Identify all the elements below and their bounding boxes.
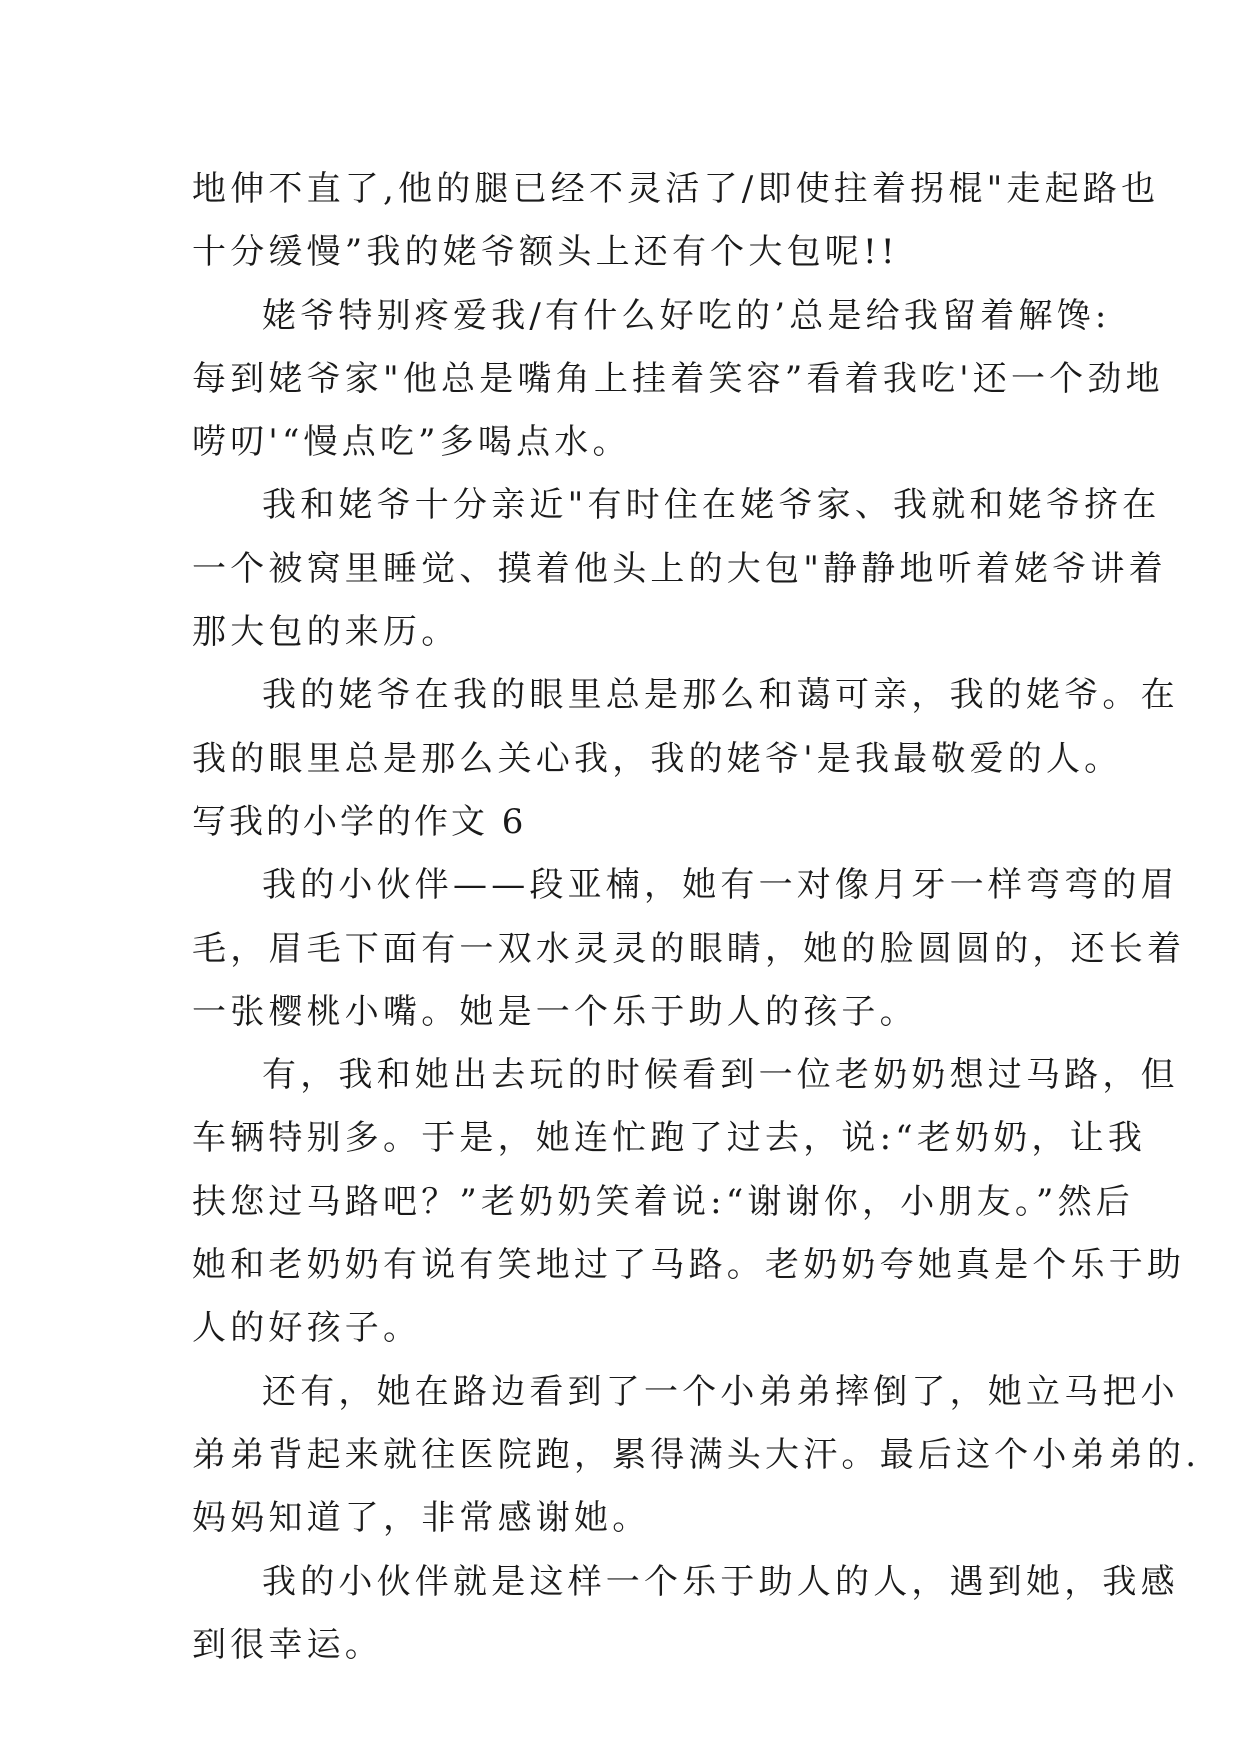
text-line: 妈妈知道了，非常感谢她。 — [192, 1498, 651, 1539]
text-line: 扶您过马路吧？”老奶奶笑着说:“谢谢你，小朋友。”然后 — [192, 1181, 1134, 1222]
paragraph-start-line: 我的姥爷在我的眼里总是那么和蔼可亲，我的姥爷。在 — [262, 675, 1179, 716]
paragraph-start-line: 我的小伙伴就是这样一个乐于助人的人，遇到她，我感 — [262, 1561, 1179, 1602]
text-line: 到很幸运。 — [192, 1624, 383, 1665]
text-line: 一张樱桃小嘴。她是一个乐于助人的孩子。 — [192, 991, 918, 1032]
text-line: 弟弟背起来就往医院跑，累得满头大汗。最后这个小弟弟的. — [192, 1434, 1201, 1475]
text-line: 一个被窝里睡觉、摸着他头上的大包"静静地听着姥爷讲着 — [192, 548, 1167, 589]
section-heading: 写我的小学的作文 6 — [192, 801, 527, 842]
paragraph-start-line: 我和姥爷十分亲近"有时住在姥爷家、我就和姥爷挤在 — [262, 485, 1161, 526]
essay-text — [192, 158, 1201, 1677]
text-line: 她和老奶奶有说有笑地过了马路。老奶奶夸她真是个乐于助 — [192, 1245, 1186, 1286]
text-line: 毛，眉毛下面有一双水灵灵的眼睛，她的脸圆圆的，还长着 — [192, 928, 1186, 969]
text-line: 人的好孩子。 — [192, 1308, 422, 1349]
text-line: 十分缓慢”我的姥爷额头上还有个大包呢!! — [192, 232, 899, 273]
text-line: 那大包的来历。 — [192, 612, 460, 653]
text-line: 我的眼里总是那么关心我，我的姥爷'是我最敬爱的人。 — [192, 738, 1123, 779]
text-line: 地伸不直了,他的腿已经不灵活了/即使拄着拐棍"走起路也 — [192, 169, 1160, 209]
text-line: 每到姥爷家"他总是嘴角上挂着笑容”看着我吃'还一个劲地 — [192, 358, 1164, 399]
text-line: 车辆特别多。于是，她连忙跑了过去，说:“老奶奶，让我 — [192, 1118, 1147, 1159]
paragraph-start-line: 还有，她在路边看到了一个小弟弟摔倒了，她立马把小 — [262, 1371, 1179, 1412]
text-line: 唠叨'“慢点吃”多喝点水。 — [192, 422, 631, 463]
paragraph-start-line: 姥爷特别疼爱我/有什么好吃的’总是给我留着解馋: — [262, 295, 1111, 336]
paragraph-start-line: 我的小伙伴——段亚楠，她有一对像月牙一样弯弯的眉 — [262, 865, 1179, 906]
paragraph-start-line: 有，我和她出去玩的时候看到一位老奶奶想过马路，但 — [262, 1055, 1179, 1096]
